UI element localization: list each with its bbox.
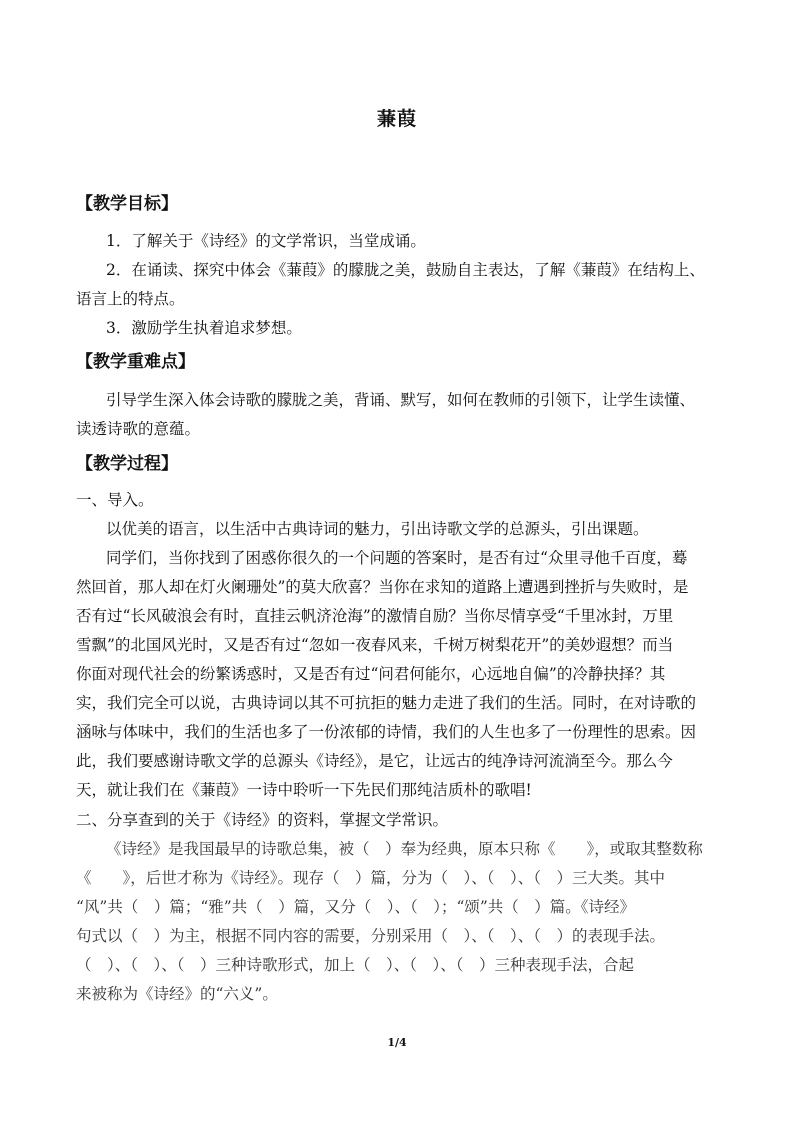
page-number: 1/4 bbox=[387, 1036, 407, 1049]
difficulty-line: 引导学生深入体会诗歌的朦胧之美，背诵、默写，如何在教师的引领下，让学生读懂、 bbox=[106, 391, 696, 409]
step2-line: 来被称为《诗经》的“六义”。 bbox=[76, 985, 278, 1003]
step2-line: 句式以（ ）为主，根据不同内容的需要，分别采用（ ）、（ ）、（ ）的表现手法。 bbox=[76, 927, 666, 945]
step2-heading: 二、分享查到的关于《诗经》的资料，掌握文学常识。 bbox=[76, 811, 449, 829]
difficulty-line: 读透诗歌的意蕴。 bbox=[76, 420, 201, 438]
section-heading-difficulties: 【教学重难点】 bbox=[76, 352, 195, 372]
step1-line: 同学们，当你找到了困惑你很久的一个问题的答案时，是否有过“众里寻他千百度，蓦 bbox=[106, 549, 688, 567]
step1-heading: 一、导入。 bbox=[76, 491, 154, 509]
step1-line: 涵咏与体味中，我们的生活也多了一份浓郁的诗情，我们的人生也多了一份理性的思索。因 bbox=[76, 723, 697, 741]
step1-line: 否有过“长风破浪会有时，直挂云帆济沧海”的激情自励？当你尽情享受“千里冰封，万里 bbox=[76, 607, 674, 625]
step1-line: 雪飘”的北国风光时，又是否有过“忽如一夜春风来，千树万树梨花开”的美妙遐想？而当 bbox=[76, 636, 674, 654]
goal-line: 1．了解关于《诗经》的文学常识，当堂成诵。 bbox=[106, 232, 426, 250]
goal-line: 语言上的特点。 bbox=[76, 290, 185, 308]
document-title: 蒹葭 bbox=[376, 108, 417, 130]
section-heading-process: 【教学过程】 bbox=[76, 454, 178, 474]
step1-line: 实，我们完全可以说，古典诗词以其不可抗拒的魅力走进了我们的生活。同时，在对诗歌的 bbox=[76, 694, 697, 712]
step2-line: 《诗经》是我国最早的诗歌总集，被（ ）奉为经典，原本只称《 》，或取其整数称 bbox=[106, 840, 703, 858]
goal-line: 3．激励学生执着追求梦想。 bbox=[106, 319, 302, 337]
section-heading-goals: 【教学目标】 bbox=[76, 194, 178, 214]
step2-line: “风”共（ ）篇；“雅”共（ ）篇，又分（ ）、（ ）；“颂”共（ ）篇。《诗经》 bbox=[76, 898, 636, 916]
step1-line: 你面对现代社会的纷繁诱惑时，又是否有过“问君何能尔，心远地自偏”的冷静抉择？其 bbox=[76, 665, 666, 683]
step2-line: （ ）、（ ）、（ ）三种诗歌形式，加上（ ）、（ ）、（ ）三种表现手法，合起 bbox=[76, 956, 635, 974]
step1-line: 天，就让我们在《蒹葭》一诗中聆听一下先民们那纯洁质朴的歌唱! bbox=[76, 781, 532, 799]
step1-line: 以优美的语言，以生活中古典诗词的魅力，引出诗歌文学的总源头，引出课题。 bbox=[106, 520, 649, 538]
step1-line: 此，我们要感谢诗歌文学的总源头《诗经》，是它，让远古的纯净诗河流淌至今。那么今 bbox=[76, 752, 673, 770]
goal-line: 2．在诵读、探究中体会《蒹葭》的朦胧之美，鼓励自主表达，了解《蒹葭》在结构上、 bbox=[106, 261, 705, 279]
step2-line: 《 》，后世才称为《诗经》。现存（ ）篇，分为（ ）、（ ）、（ ）三大类。其中 bbox=[76, 869, 666, 887]
step1-line: 然回首，那人却在灯火阑珊处”的莫大欣喜？当你在求知的道路上遭遇到挫折与失败时，是 bbox=[76, 578, 689, 596]
